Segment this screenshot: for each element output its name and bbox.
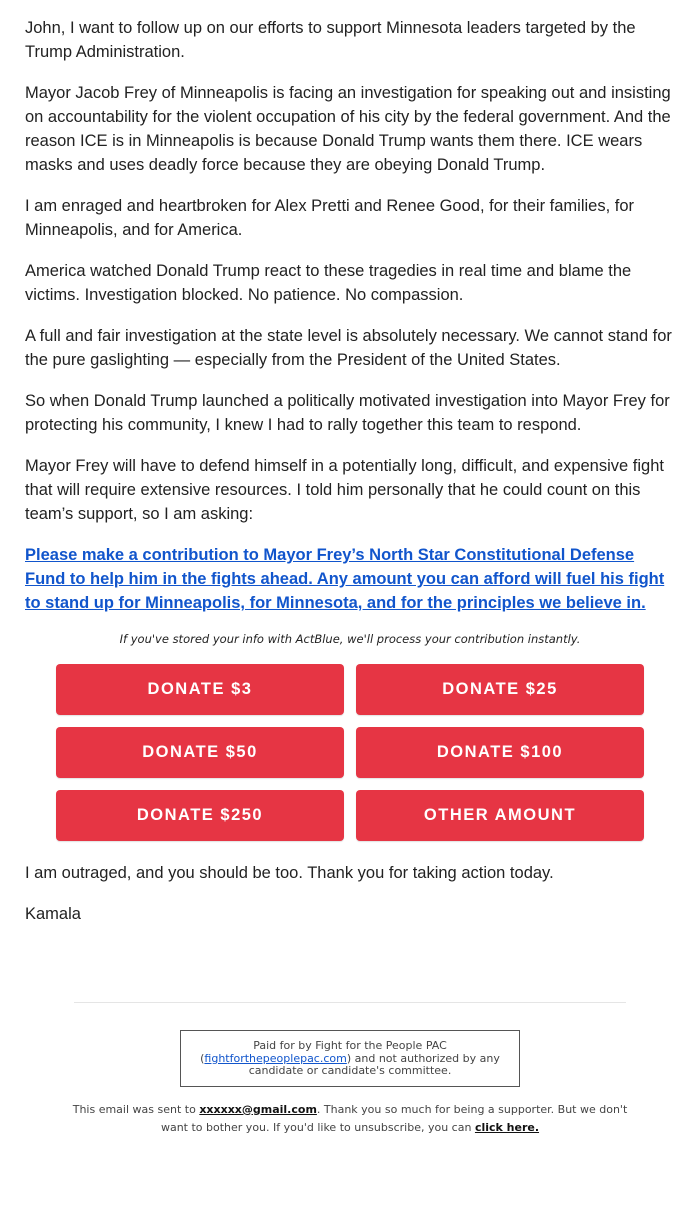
- disclaimer-line2: ) and not authorized by any: [346, 1051, 500, 1065]
- recipient-email: xxxxxx@gmail.com: [199, 1102, 317, 1116]
- donate-25-button[interactable]: DONATE $25: [356, 664, 644, 715]
- other-amount-button[interactable]: OTHER AMOUNT: [356, 790, 644, 841]
- signature: Kamala: [25, 905, 81, 923]
- disclaimer-line1: Paid for by Fight for the People PAC: [253, 1039, 447, 1052]
- paragraph-greeting: John, I want to follow up on our efforts to support Minnesota leaders targeted by the Trump Administration.: [25, 19, 636, 61]
- closing-line: I am outraged, and you should be too. Thank you for taking action today.: [25, 864, 554, 882]
- pac-website-link[interactable]: fightforthepeoplepac.com: [204, 1051, 347, 1065]
- contribution-cta: [25, 543, 675, 615]
- email-footer: [70, 1101, 630, 1137]
- paragraph: I am enraged and heartbroken for Alex Pretti and Renee Good, for their families, for Minneapolis, and for America.: [25, 197, 635, 239]
- donate-100-button[interactable]: DONATE $100: [356, 727, 644, 778]
- actblue-note: If you've stored your info with ActBlue, we'll process your contribution instantly.: [119, 632, 581, 646]
- unsubscribe-link[interactable]: click here.: [474, 1120, 540, 1134]
- disclaimer-line3: candidate or candidate's committee.: [248, 1064, 452, 1077]
- paragraph: Mayor Frey will have to defend himself in a potentially long, difficult, and expensive fight that will require extensive resources. I told him personally that he could count on this team’s support, so I am asking:: [25, 457, 664, 523]
- paragraph: Mayor Jacob Frey of Minneapolis is facing an investigation for speaking out and insisting on accountability for the violent occupation of his city by the federal government. And the reason ICE is in Minneapolis is because Donald Trump wants them there. ICE wears masks and uses deadly force because they are obeying Donald Trump.: [25, 84, 671, 174]
- paragraph: A full and fair investigation at the state level is absolutely necessary. We cannot stand for the pure gaslighting — especially from the President of the United States.: [25, 327, 672, 369]
- paragraph: So when Donald Trump launched a politically motivated investigation into Mayor Frey for protecting his community, I knew I had to rally together this team to respond.: [25, 392, 670, 434]
- email-closing: [0, 841, 700, 926]
- footer-prefix: This email was sent to: [72, 1102, 200, 1116]
- paid-for-disclaimer: Paid for by Fight for the People PAC (fightforthepeoplepac.com) and not authorized by any candidate or candidate's committee.: [180, 1030, 520, 1087]
- donate-button-grid: [56, 664, 644, 841]
- donate-3-button[interactable]: DONATE $3: [56, 664, 344, 715]
- contribution-link[interactable]: Please make a contribution to Mayor Frey’s North Star Constitutional Defense Fund to help him in the fights ahead. Any amount you can afford will fuel his fight to stand up for Minneapolis, for Minnesota, and for the principles we believe in.: [25, 546, 665, 612]
- paragraph: America watched Donald Trump react to these tragedies in real time and blame the victims. Investigation blocked. No patience. No compassion.: [25, 262, 632, 304]
- donate-250-button[interactable]: DONATE $250: [56, 790, 344, 841]
- divider: [74, 1002, 626, 1003]
- donate-50-button[interactable]: DONATE $50: [56, 727, 344, 778]
- footer-middle: . Thank you so much for being a supporter. But we don't want to bother you. If you'd like to unsubscribe, you can: [160, 1102, 628, 1134]
